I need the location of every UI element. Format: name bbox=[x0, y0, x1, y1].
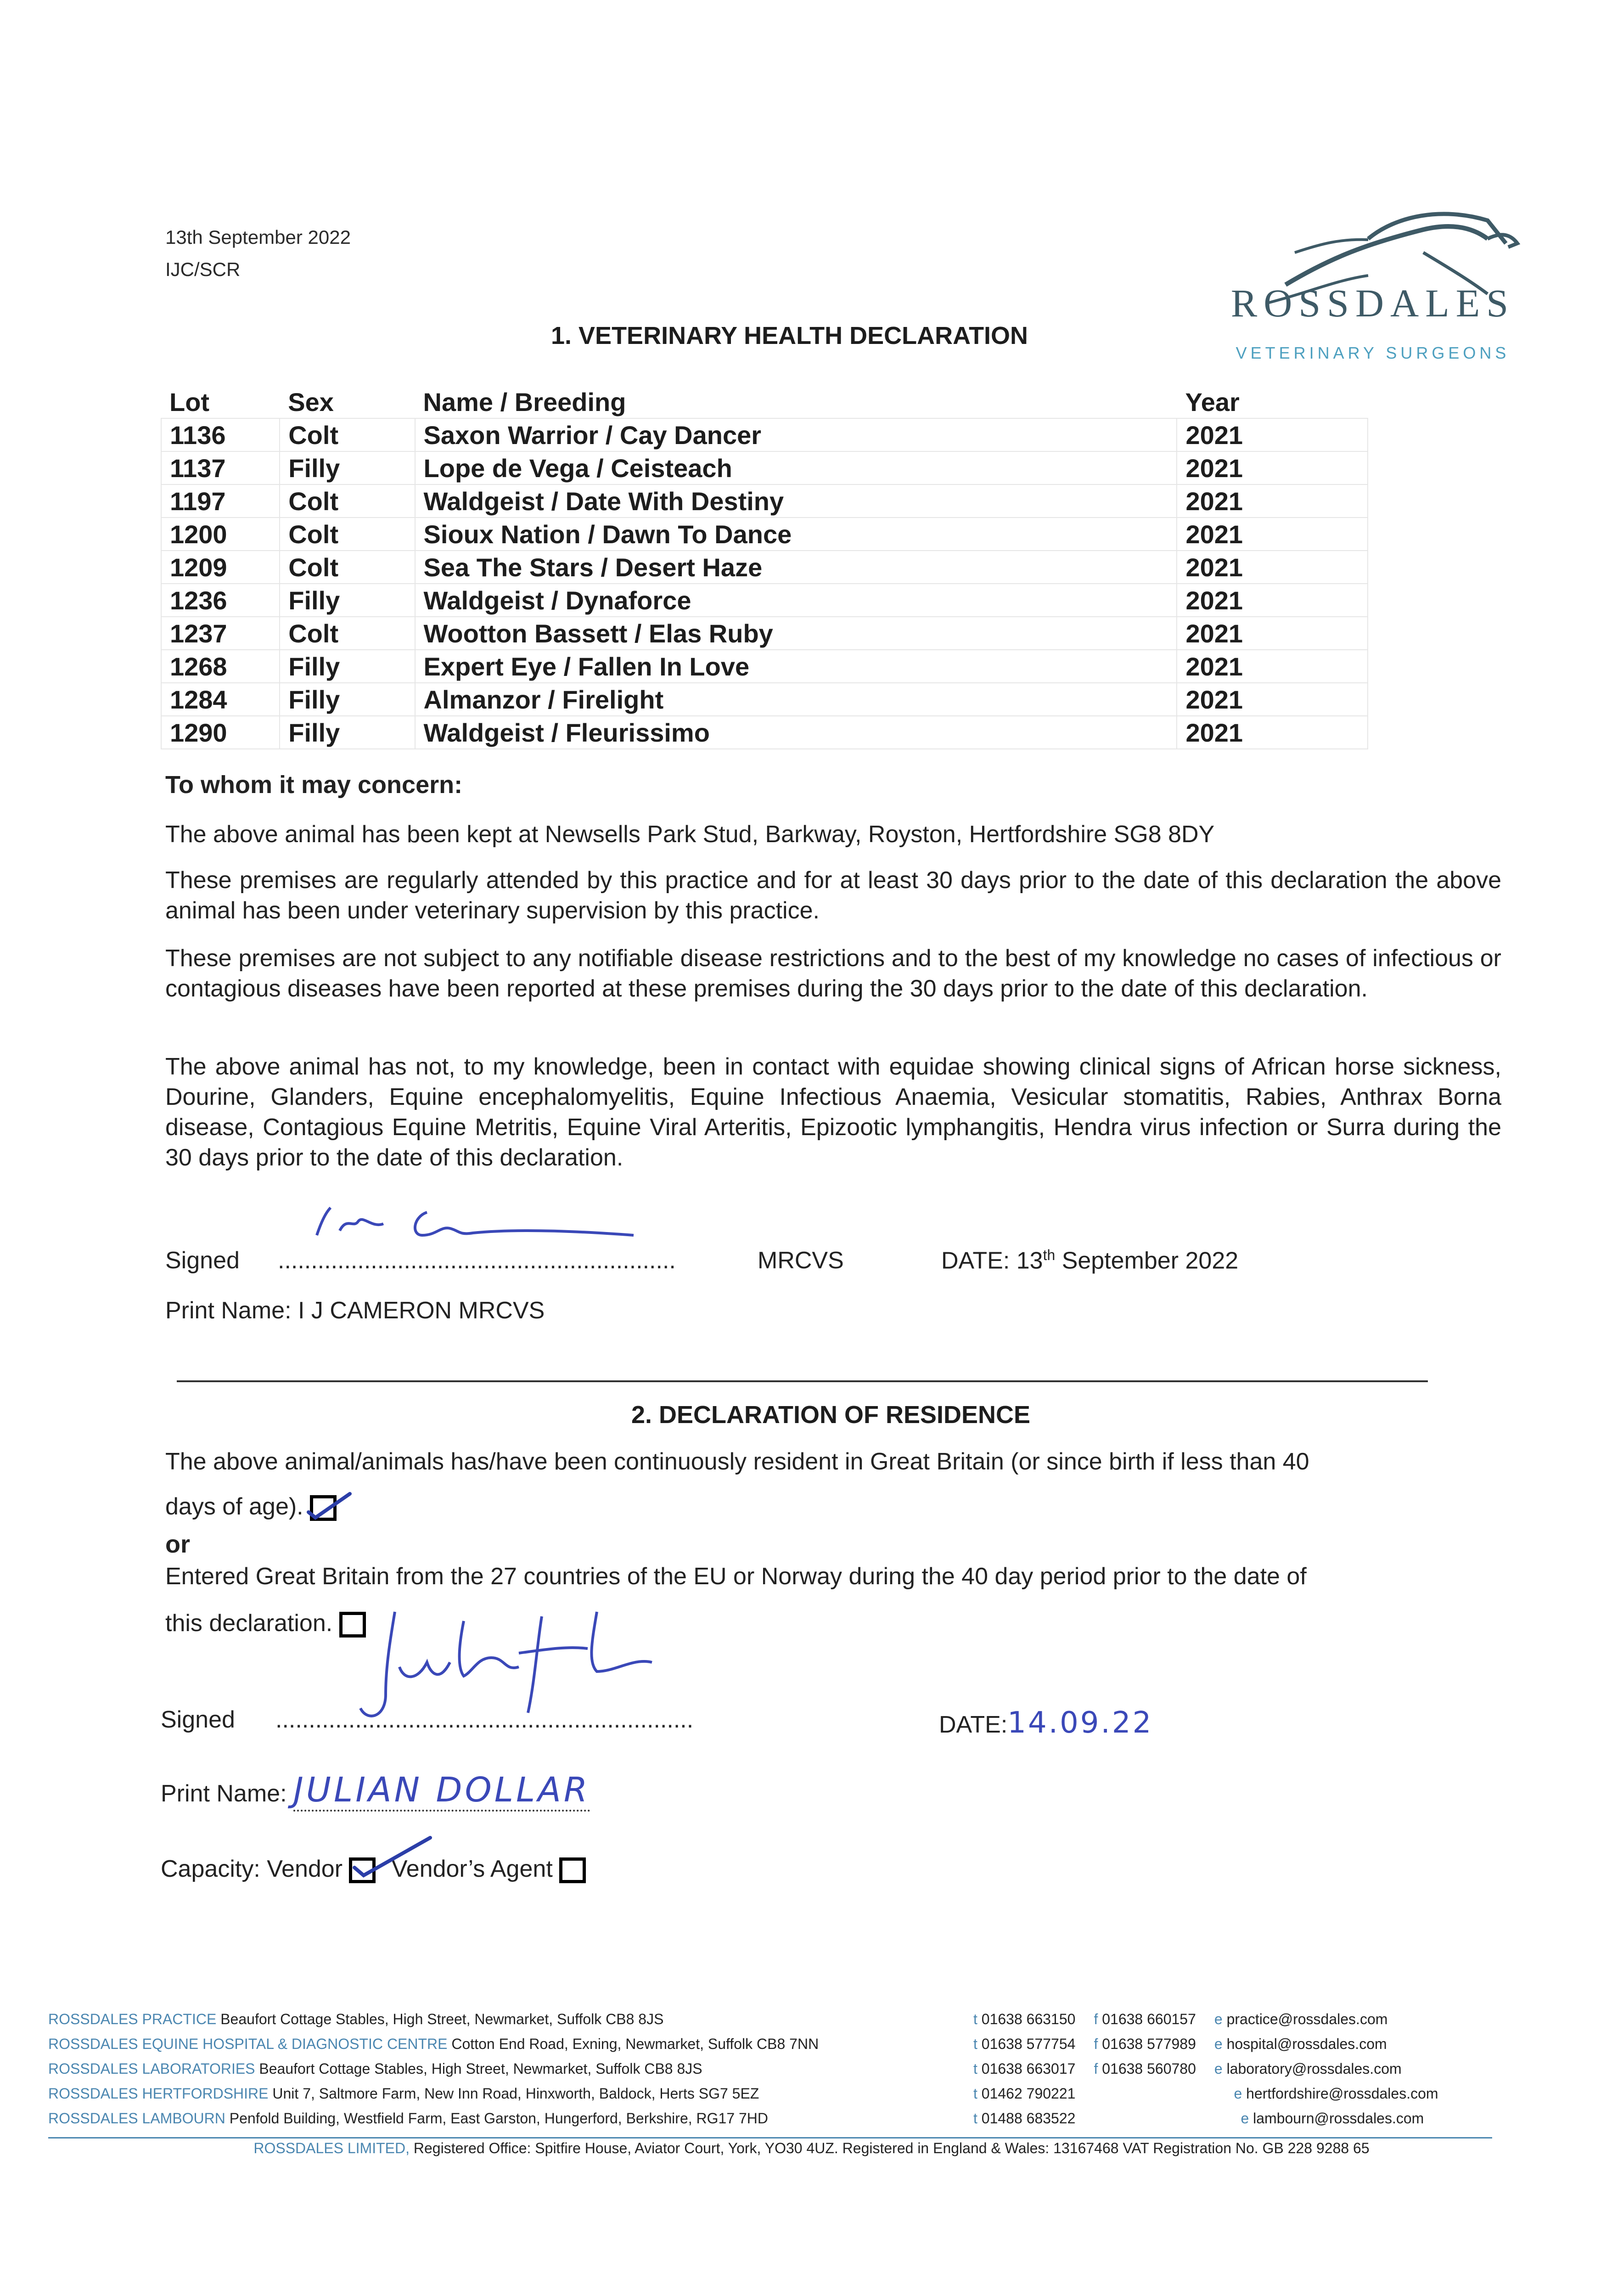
table-header-row bbox=[161, 386, 1368, 418]
cell-lot: 1290 bbox=[161, 716, 280, 749]
resident-checkbox[interactable] bbox=[310, 1495, 337, 1521]
table-row bbox=[161, 484, 1368, 518]
letter-date: 13th September 2022 bbox=[165, 226, 351, 248]
brand-name: ROSSDALES bbox=[1230, 281, 1515, 325]
cell-name: Lope de Vega / Ceisteach bbox=[415, 451, 1177, 484]
footer-site-address: Unit 7, Saltmore Farm, New Inn Road, Hinxworth, Baldock, Herts SG7 5EZ bbox=[268, 2085, 759, 2102]
section2-date-handwritten: 14.09.22 bbox=[1007, 1706, 1153, 1740]
cell-lot: 1197 bbox=[161, 484, 280, 518]
cell-name: Saxon Warrior / Cay Dancer bbox=[415, 418, 1177, 451]
footer-contact-line: t 01638 663017 f 01638 560780 e laboratory@rossdales.com bbox=[973, 2060, 1402, 2077]
cell-sex: Filly bbox=[280, 683, 415, 716]
footer-site-address: Penfold Building, Westfield Farm, East Garston, Hungerford, Berkshire, RG17 7HD bbox=[225, 2110, 769, 2127]
footer-email[interactable]: practice@rossdales.com bbox=[1226, 2011, 1388, 2027]
salutation: To whom it may concern: bbox=[165, 771, 463, 799]
cell-sex: Colt bbox=[280, 518, 415, 551]
footer-address-line bbox=[48, 2081, 819, 2106]
section1-print-name: Print Name: I J CAMERON MRCVS bbox=[165, 1297, 545, 1324]
cell-name: Sea The Stars / Desert Haze bbox=[415, 551, 1177, 584]
cell-sex: Colt bbox=[280, 484, 415, 518]
capacity-row bbox=[161, 1855, 586, 1883]
cell-name: Wootton Bassett / Elas Ruby bbox=[415, 617, 1177, 650]
cell-lot: 1284 bbox=[161, 683, 280, 716]
checkmark-icon bbox=[348, 1833, 439, 1884]
section2-print-handwritten: JULIAN DOLLAR bbox=[293, 1770, 590, 1812]
paragraph-restrictions: These premises are not subject to any notifiable disease restrictions and to the best of my knowledge no cases of infectious or contagious diseases have been reported at these premises during the 30 days prior to the date of this declaration. bbox=[165, 945, 1501, 1002]
cell-name: Almanzor / Firelight bbox=[415, 683, 1177, 716]
cell-sex: Colt bbox=[280, 551, 415, 584]
section1-date bbox=[941, 1247, 1238, 1274]
cell-lot: 1268 bbox=[161, 650, 280, 683]
reference-code: IJC/SCR bbox=[165, 259, 241, 280]
footer-contact-line: t 01488 683522 e lambourn@rossdales.com bbox=[973, 2110, 1424, 2127]
footer-address-line bbox=[48, 2106, 819, 2131]
section2-print-name bbox=[161, 1770, 590, 1810]
footer-phone: 01462 790221 bbox=[981, 2085, 1076, 2102]
footer-fax: 01638 660157 bbox=[1102, 2011, 1196, 2027]
vendor-agent-label: Vendor’s Agent bbox=[391, 1856, 553, 1882]
footer-site-address: Cotton End Road, Exning, Newmarket, Suffolk CB8 7NN bbox=[447, 2036, 819, 2052]
footer-site-name: ROSSDALES PRACTICE bbox=[48, 2011, 217, 2027]
section1-signature-line: ............................................................ bbox=[278, 1247, 676, 1274]
residence-option-1-tail: days of age). bbox=[165, 1493, 303, 1520]
cell-year: 2021 bbox=[1177, 617, 1368, 650]
section1-date-rest: September 2022 bbox=[1055, 1247, 1239, 1274]
residence-option-1-text: The above animal/animals has/have been continuously resident in Great Britain (or since birth if less than 40 bbox=[165, 1448, 1309, 1475]
footer-company-details: Registered Office: Spitfire House, Aviator Court, York, YO30 4UZ. Registered in England & Wales: 13167468 VAT Registration No. GB 228 9288 65 bbox=[409, 2140, 1370, 2156]
brand-tagline: VETERINARY SURGEONS bbox=[1236, 343, 1510, 362]
cell-name: Expert Eye / Fallen In Love bbox=[415, 650, 1177, 683]
section1-signed-label: Signed bbox=[165, 1247, 240, 1274]
horse-logo-icon bbox=[1230, 147, 1524, 367]
footer-fax: 01638 560780 bbox=[1102, 2060, 1196, 2077]
cell-sex: Filly bbox=[280, 716, 415, 749]
section2-print-label: Print Name: bbox=[161, 1780, 287, 1807]
cell-year: 2021 bbox=[1177, 451, 1368, 484]
paragraph-supervision: These premises are regularly attended by this practice and for at least 30 days prior to the date of this declaration the above animal has been under veterinary supervision by this practice. bbox=[165, 867, 1501, 924]
footer-email[interactable]: laboratory@rossdales.com bbox=[1226, 2060, 1402, 2077]
footer-company-name: ROSSDALES LIMITED, bbox=[253, 2140, 410, 2156]
cell-year: 2021 bbox=[1177, 518, 1368, 551]
cell-lot: 1136 bbox=[161, 418, 280, 451]
residence-option-2-tail: this declaration. bbox=[165, 1610, 333, 1637]
footer-site-name: ROSSDALES EQUINE HOSPITAL & DIAGNOSTIC CENTRE bbox=[48, 2036, 448, 2052]
cell-sex: Colt bbox=[280, 617, 415, 650]
residence-option-2-text: Entered Great Britain from the 27 countries of the EU or Norway during the 40 day period prior to the date of bbox=[165, 1563, 1307, 1590]
cell-name: Waldgeist / Date With Destiny bbox=[415, 484, 1177, 518]
cell-year: 2021 bbox=[1177, 683, 1368, 716]
footer-email[interactable]: hertfordshire@rossdales.com bbox=[1246, 2085, 1438, 2102]
cell-lot: 1137 bbox=[161, 451, 280, 484]
footer-divider bbox=[48, 2137, 1492, 2138]
col-year: Year bbox=[1185, 387, 1240, 416]
table-row bbox=[161, 584, 1368, 617]
cell-lot: 1237 bbox=[161, 617, 280, 650]
section1-date-label: DATE: 13 bbox=[941, 1247, 1043, 1274]
footer-contacts bbox=[973, 2007, 1438, 2131]
cell-lot: 1236 bbox=[161, 584, 280, 617]
vendor-agent-checkbox[interactable] bbox=[559, 1857, 586, 1883]
vendor-checkbox[interactable] bbox=[349, 1857, 376, 1883]
cell-lot: 1209 bbox=[161, 551, 280, 584]
cell-year: 2021 bbox=[1177, 716, 1368, 749]
checkmark-icon bbox=[304, 1489, 354, 1526]
cell-year: 2021 bbox=[1177, 551, 1368, 584]
cell-year: 2021 bbox=[1177, 650, 1368, 683]
table-row bbox=[161, 617, 1368, 650]
paragraph-contact: The above animal has not, to my knowledge, been in contact with equidae showing clinical signs of African horse sickness, Dourine, Glanders, Equine encephalomyelitis, Equine Infectious Anaemia, Vesicular stomatitis, Rabies, Anthrax Borna disease, Contagious Equine Metritis, Equine Viral Arteritis, Epizootic lymphangitis, Hendra virus infection or Surra during the 30 days prior to the date of this declaration. bbox=[165, 1053, 1501, 1171]
cell-name: Waldgeist / Dynaforce bbox=[415, 584, 1177, 617]
footer-site-address: Beaufort Cottage Stables, High Street, Newmarket, Suffolk CB8 8JS bbox=[216, 2011, 664, 2027]
cell-year: 2021 bbox=[1177, 418, 1368, 451]
footer-site-address: Beaufort Cottage Stables, High Street, Newmarket, Suffolk CB8 8JS bbox=[255, 2060, 702, 2077]
section2-date bbox=[939, 1706, 1153, 1740]
footer-registration bbox=[0, 2140, 1623, 2157]
cell-sex: Filly bbox=[280, 584, 415, 617]
table-row bbox=[161, 650, 1368, 683]
col-lot: Lot bbox=[169, 387, 210, 416]
table-row bbox=[161, 451, 1368, 484]
section2-date-label: DATE: bbox=[939, 1711, 1008, 1738]
footer-site-name: ROSSDALES LABORATORIES bbox=[48, 2060, 255, 2077]
section-divider bbox=[177, 1380, 1428, 1382]
footer-email[interactable]: lambourn@rossdales.com bbox=[1253, 2110, 1424, 2127]
cell-year: 2021 bbox=[1177, 484, 1368, 518]
section2-signature-line: ............................................................... bbox=[275, 1706, 694, 1733]
footer-site-name: ROSSDALES HERTFORDSHIRE bbox=[48, 2085, 269, 2102]
paragraph-premises: The above animal has been kept at Newsells Park Stud, Barkway, Royston, Hertfordshire SG8 8DY bbox=[165, 821, 1215, 848]
footer-email[interactable]: hospital@rossdales.com bbox=[1226, 2036, 1387, 2052]
footer-address-line bbox=[48, 2032, 819, 2056]
table-row bbox=[161, 418, 1368, 451]
mrcvs-label: MRCVS bbox=[758, 1247, 844, 1274]
footer-phone: 01638 663150 bbox=[981, 2011, 1076, 2027]
footer-phone: 01638 663017 bbox=[981, 2060, 1076, 2077]
lots-table bbox=[161, 386, 1368, 749]
cell-sex: Filly bbox=[280, 650, 415, 683]
cell-sex: Filly bbox=[280, 451, 415, 484]
footer-contact-line: t 01638 663150 f 01638 660157 e practice@rossdales.com bbox=[973, 2011, 1388, 2027]
table-row bbox=[161, 716, 1368, 749]
footer-phone: 01488 683522 bbox=[981, 2110, 1076, 2127]
table-row bbox=[161, 551, 1368, 584]
cell-name: Waldgeist / Fleurissimo bbox=[415, 716, 1177, 749]
section2-signed-label: Signed bbox=[161, 1706, 235, 1733]
section1-title: 1. VETERINARY HEALTH DECLARATION bbox=[551, 322, 1028, 349]
cell-lot: 1200 bbox=[161, 518, 280, 551]
footer-contact-line: t 01462 790221 e hertfordshire@rossdales.com bbox=[973, 2085, 1438, 2102]
capacity-vendor-label: Capacity: Vendor bbox=[161, 1856, 343, 1882]
col-name: Name / Breeding bbox=[423, 387, 626, 416]
footer-fax: 01638 577989 bbox=[1102, 2036, 1196, 2052]
cell-year: 2021 bbox=[1177, 584, 1368, 617]
footer-contact-line: t 01638 577754 f 01638 577989 e hospital@rossdales.com bbox=[973, 2036, 1387, 2052]
residence-option-2-text-end bbox=[165, 1608, 366, 1638]
residence-option-1-text-end bbox=[165, 1491, 337, 1522]
cell-sex: Colt bbox=[280, 418, 415, 451]
footer-addresses bbox=[48, 2007, 819, 2131]
footer-phone: 01638 577754 bbox=[981, 2036, 1076, 2052]
section2-title: 2. DECLARATION OF RESIDENCE bbox=[631, 1401, 1031, 1429]
letter-reference bbox=[165, 221, 351, 286]
table-row bbox=[161, 518, 1368, 551]
footer-address-line bbox=[48, 2056, 819, 2081]
col-sex: Sex bbox=[288, 387, 334, 416]
footer-address-line bbox=[48, 2007, 819, 2032]
or-label: or bbox=[165, 1531, 190, 1558]
cell-name: Sioux Nation / Dawn To Dance bbox=[415, 518, 1177, 551]
table-row bbox=[161, 683, 1368, 716]
footer-site-name: ROSSDALES LAMBOURN bbox=[48, 2110, 225, 2127]
section1-date-suffix: th bbox=[1043, 1247, 1056, 1263]
